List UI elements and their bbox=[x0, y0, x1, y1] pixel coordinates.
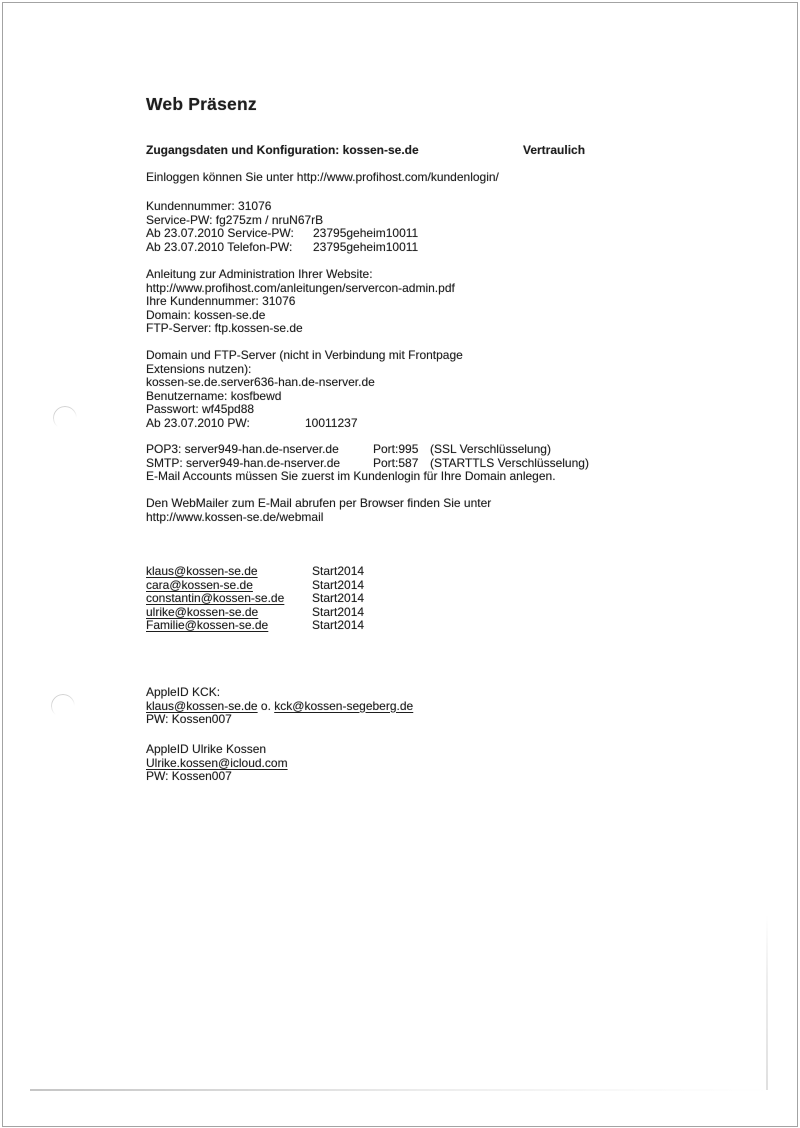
mail-server-block bbox=[146, 443, 589, 484]
email-account-row bbox=[146, 592, 364, 606]
email-accounts-block bbox=[146, 565, 364, 633]
domain-line: Domain: kossen-se.de bbox=[146, 307, 266, 322]
ftp-username-line: Benutzername: kosfbewd bbox=[146, 388, 282, 403]
appleid-kck-password: PW: Kossen007 bbox=[146, 712, 232, 726]
punch-hole-top bbox=[53, 406, 77, 430]
appleid-ulrike-block bbox=[146, 743, 288, 784]
pop3-server: POP3: server949-han.de-nserver.de bbox=[146, 442, 339, 456]
telefon-pw-2010-row bbox=[146, 241, 418, 255]
account-credentials-block bbox=[146, 200, 418, 254]
email-password: Start2014 bbox=[312, 604, 365, 619]
email-account-row bbox=[146, 565, 364, 579]
smtp-server: SMTP: server949-han.de-nserver.de bbox=[146, 455, 341, 470]
section-heading: Zugangsdaten und Konfiguration: kossen-se.de bbox=[146, 143, 419, 157]
ftp-pw-2010-value: 10011237 bbox=[305, 415, 358, 430]
admin-guide-intro: Anleitung zur Administration Ihrer Website: bbox=[146, 267, 373, 281]
email-account-row bbox=[146, 579, 364, 593]
appleid-ulrike-heading: AppleID Ulrike Kossen bbox=[146, 742, 267, 756]
email-address: constantin@kossen-se.de bbox=[146, 591, 285, 605]
appleid-kck-separator: o. bbox=[257, 698, 275, 713]
webmailer-intro: Den WebMailer zum E-Mail abrufen per Browser finden Sie unter bbox=[146, 496, 492, 510]
smtp-encryption: (STARTTLS Verschlüsselung) bbox=[430, 455, 589, 470]
ftp-host-line: kossen-se.de.server636-han.de-nserver.de bbox=[146, 375, 375, 389]
login-intro-line: Einloggen können Sie unter http://www.profihost.com/kundenlogin/ bbox=[146, 170, 499, 184]
pop3-row bbox=[146, 443, 589, 457]
appleid-kck-heading: AppleID KCK: bbox=[146, 685, 221, 699]
pop3-encryption: (SSL Verschlüsselung) bbox=[430, 442, 551, 456]
webmailer-url: http://www.kossen-se.de/webmail bbox=[146, 509, 324, 524]
appleid-kck-email-2: kck@kossen-segeberg.de bbox=[274, 698, 414, 713]
telefon-pw-2010-value: 23795geheim10011 bbox=[313, 239, 419, 254]
email-password: Start2014 bbox=[312, 618, 365, 632]
scan-edge-bottom-line bbox=[30, 1089, 770, 1091]
appleid-kck-block bbox=[146, 686, 413, 727]
email-address: ulrike@kossen-se.de bbox=[146, 604, 259, 619]
email-address: klaus@kossen-se.de bbox=[146, 564, 258, 578]
email-address: cara@kossen-se.de bbox=[146, 577, 253, 592]
ftp-access-block bbox=[146, 349, 463, 430]
scan-edge-right-line bbox=[766, 915, 768, 1090]
mail-accounts-note: E-Mail Accounts müssen Sie zuerst im Kundenlogin für Ihre Domain anlegen. bbox=[146, 469, 556, 483]
service-pw-2010-row bbox=[146, 227, 418, 241]
service-pw-2010-value: 23795geheim10011 bbox=[313, 226, 419, 240]
service-pw-2010-label: Ab 23.07.2010 Service-PW: bbox=[146, 226, 294, 240]
email-account-row bbox=[146, 606, 364, 620]
ftp-password-line: Passwort: wf45pd88 bbox=[146, 402, 255, 416]
email-address: Familie@kossen-se.de bbox=[146, 618, 269, 632]
webmailer-block bbox=[146, 497, 491, 524]
email-password: Start2014 bbox=[312, 577, 365, 592]
ftp-server-line: FTP-Server: ftp.kossen-se.de bbox=[146, 321, 303, 335]
appleid-ulrike-email: Ulrike.kossen@icloud.com bbox=[146, 755, 288, 770]
email-account-row bbox=[146, 619, 364, 633]
page-title: Web Präsenz bbox=[146, 94, 257, 114]
ftp-note-line1: Domain und FTP-Server (nicht in Verbindung mit Frontpage bbox=[146, 348, 463, 362]
appleid-kck-emails bbox=[146, 700, 413, 714]
telefon-pw-2010-label: Ab 23.07.2010 Telefon-PW: bbox=[146, 239, 293, 254]
ftp-note-line2: Extensions nutzen): bbox=[146, 361, 252, 376]
ftp-pw-2010-row bbox=[146, 417, 463, 431]
appleid-ulrike-password: PW: Kossen007 bbox=[146, 769, 232, 783]
email-password: Start2014 bbox=[312, 564, 365, 578]
customer-number-line: Kundennummer: 31076 bbox=[146, 199, 272, 213]
ftp-pw-2010-label: Ab 23.07.2010 PW: bbox=[146, 415, 250, 430]
email-password: Start2014 bbox=[312, 591, 365, 605]
pop3-port: Port:995 bbox=[373, 442, 419, 456]
admin-guide-url: http://www.profihost.com/anleitungen/servercon-admin.pdf bbox=[146, 280, 455, 295]
smtp-port: Port:587 bbox=[373, 455, 419, 470]
admin-customer-number: Ihre Kundennummer: 31076 bbox=[146, 294, 296, 308]
punch-hole-bottom bbox=[51, 694, 75, 718]
smtp-row bbox=[146, 457, 589, 471]
classification-label: Vertraulich bbox=[523, 143, 586, 157]
service-pw-line: Service-PW: fg275zm / nruN67rB bbox=[146, 212, 324, 227]
admin-guide-block bbox=[146, 268, 455, 336]
appleid-kck-email-1: klaus@kossen-se.de bbox=[146, 698, 258, 713]
